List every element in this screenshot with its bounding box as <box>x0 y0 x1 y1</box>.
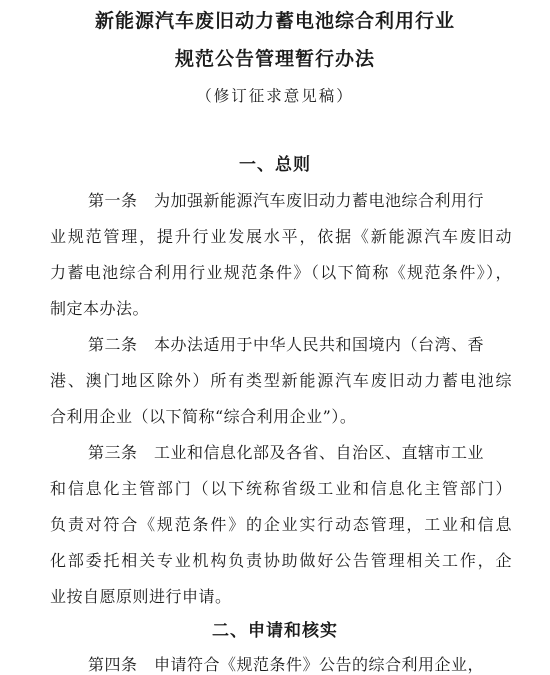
article-1-line-4: 制定本办法。 <box>50 299 150 318</box>
document-subtitle: （修订征求意见稿） <box>196 87 354 105</box>
article-3-line-1: 第三条 工业和信息化部及各省、自治区、直辖市工业 <box>88 443 485 462</box>
article-1-line-1: 第一条 为加强新能源汽车废旧动力蓄电池综合利用行 <box>88 191 485 210</box>
article-3-line-4: 化部委托相关专业机构负责协助做好公告管理相关工作，企 <box>50 551 512 570</box>
article-2-line-2: 港、澳门地区除外）所有类型新能源汽车废旧动力蓄电池综 <box>50 371 512 390</box>
article-3-line-3: 负责对符合《规范条件》的企业实行动态管理，工业和信息 <box>50 515 512 534</box>
section-heading-application: 二、申请和核实 <box>212 621 338 641</box>
article-1-line-2: 业规范管理，提升行业发展水平，依据《新能源汽车废旧动 <box>50 227 512 246</box>
document-title-line-1: 新能源汽车废旧动力蓄电池综合利用行业 <box>94 10 455 32</box>
article-2-line-3: 合利用企业（以下简称“综合利用企业”）。 <box>50 407 357 426</box>
article-2-line-1: 第二条 本办法适用于中华人民共和国境内（台湾、香 <box>88 335 485 354</box>
document-title-line-2: 规范公告管理暂行办法 <box>174 48 375 70</box>
article-3-line-2: 和信息化主管部门（以下统称省级工业和信息化主管部门） <box>50 479 512 498</box>
article-1-line-3: 力蓄电池综合利用行业规范条件》（以下简称《规范条件》）， <box>50 263 512 282</box>
section-heading-general: 一、总则 <box>239 155 311 175</box>
article-3-line-5: 业按自愿原则进行申请。 <box>50 587 232 606</box>
article-4-line-1: 第四条 申请符合《规范条件》公告的综合利用企业， <box>88 655 485 674</box>
